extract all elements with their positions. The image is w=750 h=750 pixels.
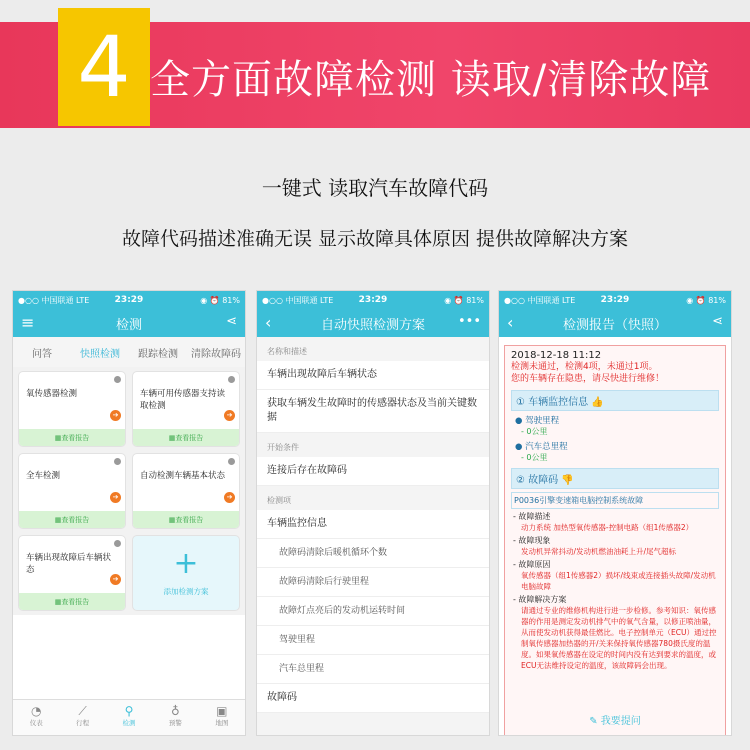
section-header: 名称和描述 [257, 337, 489, 361]
text-desc: 动力系统 加热型氧传感器-控制电路（组1传感器2） [521, 523, 694, 532]
edit-icon: ✎ [589, 716, 598, 727]
subtitle-2: 故障代码描述准确无误 显示故障具体原因 提供故障解决方案 [121, 228, 629, 250]
back-icon[interactable]: ‹ [507, 313, 514, 332]
nav-map[interactable]: ▣ 地图 [199, 700, 245, 735]
card-full-car[interactable]: 全车检测 ➔ ▦ 查看报告 [18, 453, 126, 529]
map-icon: ▣ [216, 704, 228, 718]
tab-bar [13, 337, 245, 367]
report-date: 2018-12-18 11:12 [511, 350, 602, 361]
ask-question-button[interactable]: ✎ 我要提问 [589, 716, 641, 727]
arrow-icon[interactable]: ➔ [110, 410, 121, 421]
number-text: 4 [77, 18, 131, 116]
card-o2-sensor[interactable]: 氧传感器检测 ➔ ▦ 查看报告 [18, 371, 126, 447]
tab-qa[interactable]: 问答 [32, 348, 52, 360]
drive-label: ● 驾驶里程 [515, 416, 560, 426]
more-icon[interactable] [114, 540, 121, 547]
tab-snapshot[interactable]: 快照检测 [80, 348, 120, 360]
card-fault-status[interactable]: 车辆出现故障后车辆状态 ➔ ▦ 查看报告 [18, 535, 126, 611]
nav-title: 检测报告（快照） [562, 317, 667, 333]
more-icon[interactable] [114, 376, 121, 383]
status-bar: ●○○ 中国联通 LTE 23:29 ◉ ⏰ 81% [13, 291, 245, 309]
nav-dashboard[interactable]: ◔ 仪表 [13, 700, 59, 735]
label-symptom: - 故障现象 [513, 536, 551, 545]
item-warmup[interactable]: 故障码清除后暖机循环个数 [257, 539, 489, 568]
tab-clear-codes[interactable]: 清除故障码 [191, 348, 241, 360]
total-value: - 0公里 [521, 453, 548, 462]
plan-desc[interactable]: 获取车辆发生故障时的传感器状态及当前关键数据 [257, 390, 489, 433]
more-icon[interactable]: ••• [457, 314, 481, 329]
plus-icon: + [173, 546, 199, 581]
more-icon[interactable] [228, 458, 235, 465]
text-cause: 氧传感器（组1传感器2）损坏/线束或连接插头故障/发动机电脑故障 [521, 571, 716, 591]
section-fault-code: ② 故障码 👎 [511, 468, 719, 489]
section-monitor: ① 车辆监控信息 👍 [511, 390, 719, 411]
view-report-button[interactable]: ▦ 查看报告 [133, 511, 239, 528]
thumbs-down-icon: 👎 [561, 475, 574, 486]
start-condition[interactable]: 连接后存在故障码 [257, 457, 489, 486]
nav-title: 检测 [115, 317, 142, 333]
card-sensor-support[interactable]: 车辆可用传感器支持读取检测 ➔ ▦ 查看报告 [132, 371, 240, 447]
label-desc: - 故障描述 [513, 512, 551, 521]
bulb-icon: ♁ [171, 704, 180, 718]
view-report-button[interactable]: ▦ 查看报告 [19, 593, 125, 610]
item-distance-cleared[interactable]: 故障码清除后行驶里程 [257, 568, 489, 597]
alert-line-1: 检测未通过，检测4项，未通过1项。 [511, 362, 658, 372]
view-report-button[interactable]: ▦ 查看报告 [19, 429, 125, 446]
gauge-icon: ◔ [30, 704, 42, 718]
thumbs-up-icon: 👍 [591, 397, 604, 408]
arrow-icon[interactable]: ➔ [110, 492, 121, 503]
view-report-button[interactable]: ▦ 查看报告 [133, 429, 239, 446]
phone-detect [12, 290, 246, 736]
nav-bar [13, 309, 245, 337]
phone-report [498, 290, 732, 736]
item-monitor[interactable]: 车辆监控信息 [257, 510, 489, 539]
item-drive-distance[interactable]: 驾驶里程 [257, 626, 489, 655]
more-icon[interactable] [228, 376, 235, 383]
nav-alert[interactable]: ♁ 预警 [152, 700, 198, 735]
card-basic-status[interactable]: 自动检测车辆基本状态 ➔ ▦ 查看报告 [132, 453, 240, 529]
menu-icon[interactable]: ≡ [21, 313, 35, 332]
arrow-icon[interactable]: ➔ [110, 574, 121, 585]
number-badge [58, 8, 150, 126]
label-cause: - 故障原因 [513, 560, 551, 569]
back-icon[interactable]: ‹ [265, 313, 272, 332]
item-engine-runtime[interactable]: 故障灯点亮后的发动机运转时间 [257, 597, 489, 626]
drive-value: - 0公里 [521, 427, 548, 436]
card-grid [13, 367, 245, 615]
tab-track[interactable]: 跟踪检测 [138, 348, 178, 360]
nav-title: 自动快照检测方案 [320, 317, 425, 333]
fault-code: P0036引擎变速箱电脑控制系统故障 [511, 492, 719, 509]
text-solution: 请通过专业的维修机构进行进一步检修。参考知识：氧传感器的作用是测定发动机排气中的氧气含量，以修正喷油量，从而使发动机获得最佳燃比。电子控制单元（ECU）通过控制氧传感器加热器的开/关来保持氧传感器780摄氏度的温度。如果氧传感器在设定的时间内没有达到要求的温度，或ECU无法维持设定的温度，该故障码会出现。 [521, 606, 717, 670]
label-solution: - 故障解决方案 [513, 595, 567, 604]
add-plan-card[interactable]: + 添加检测方案 [132, 535, 240, 611]
plan-name[interactable]: 车辆出现故障后车辆状态 [257, 361, 489, 390]
banner-title: 全方面故障检测 读取/清除故障 [150, 57, 712, 103]
view-report-button[interactable]: ▦ 查看报告 [19, 511, 125, 528]
section-header: 开始条件 [257, 433, 489, 457]
more-icon[interactable] [114, 458, 121, 465]
phone-plan [256, 290, 490, 736]
share-icon[interactable]: ⋖ [712, 314, 723, 329]
arrow-icon[interactable]: ➔ [224, 492, 235, 503]
nav-bar [499, 309, 731, 337]
arrow-icon[interactable]: ➔ [224, 410, 235, 421]
nav-detect[interactable]: ⚲ 检测 [106, 700, 152, 735]
wrench-icon: ⚲ [124, 704, 134, 718]
nav-trip[interactable]: ⟋ 行程 [59, 700, 105, 735]
subtitle-1: 一键式 读取汽车故障代码 [261, 176, 489, 200]
status-bar: ●○○ 中国联通 LTE 23:29 ◉ ⏰ 81% [257, 291, 489, 309]
trend-icon: ⟋ [78, 704, 87, 718]
total-label: ● 汽车总里程 [515, 442, 568, 452]
item-fault-code[interactable]: 故障码 [257, 684, 489, 713]
item-total-distance[interactable]: 汽车总里程 [257, 655, 489, 684]
status-bar: ●○○ 中国联通 LTE 23:29 ◉ ⏰ 81% [499, 291, 731, 309]
bottom-nav [13, 699, 245, 735]
nav-bar [257, 309, 489, 337]
section-header: 检测项 [257, 486, 489, 510]
report-body [504, 345, 726, 736]
share-icon[interactable]: ⋖ [226, 314, 237, 329]
alert-line-2: 您的车辆存在隐患，请尽快进行维修！ [511, 374, 665, 384]
text-symptom: 发动机异常抖动/发动机燃油油耗上升/尾气超标 [521, 547, 677, 556]
